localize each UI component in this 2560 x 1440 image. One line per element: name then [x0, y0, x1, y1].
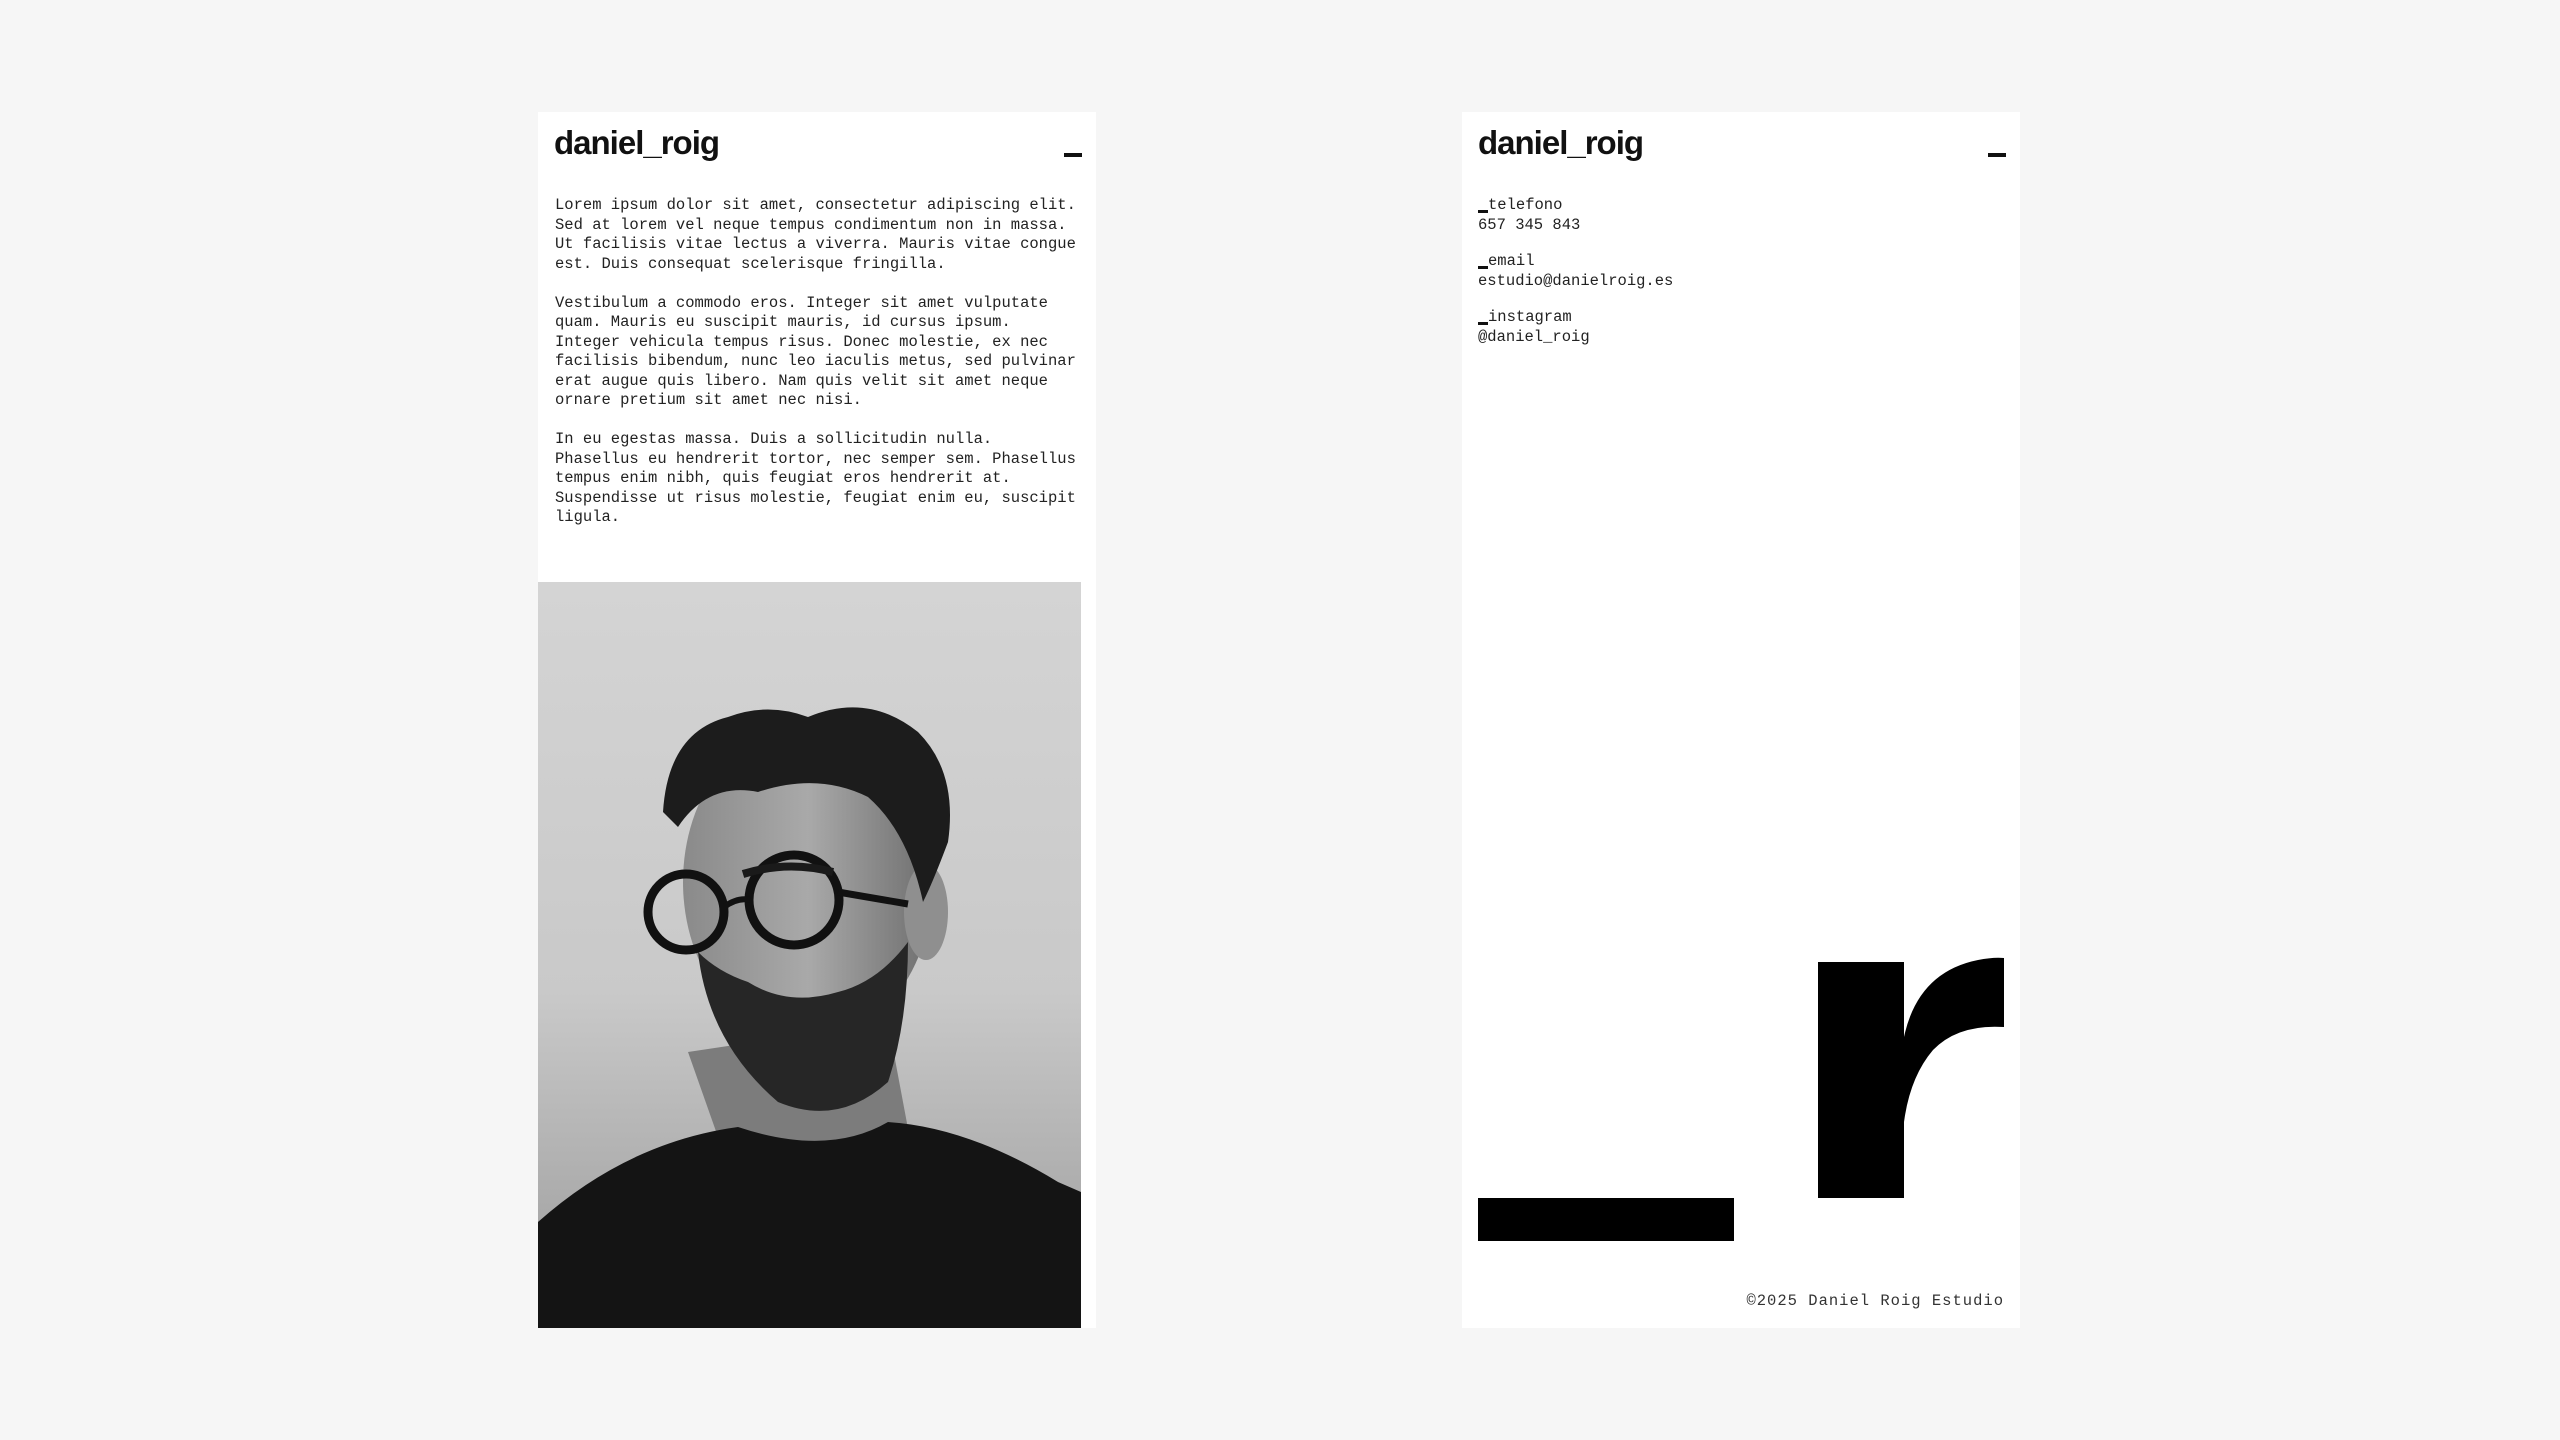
instagram-link[interactable]: @daniel_roig — [1478, 327, 1590, 346]
underscore-icon — [1478, 322, 1488, 325]
contact-label-text: email — [1488, 252, 1535, 270]
bio-paragraph: In eu egestas massa. Duis a sollicitudin nulla. Phasellus eu hendrerit tortor, nec semper sem. Phasellus tempus enim nibh, quis feugiat eros hendrerit at. Suspendisse ut risus molestie, feugiat enim eu, suscipit ligula. — [555, 430, 1076, 526]
contact-item-email — [1478, 252, 1998, 291]
about-panel — [538, 112, 1096, 1328]
contact-label-text: instagram — [1488, 308, 1572, 326]
contact-item-telefono — [1478, 196, 1998, 235]
underscore-icon — [1478, 266, 1488, 269]
menu-dash-icon[interactable] — [1064, 153, 1082, 157]
copyright-text: ©2025 Daniel Roig Estudio — [1746, 1292, 2004, 1310]
bio-paragraph: Vestibulum a commodo eros. Integer sit amet vulputate quam. Mauris eu suscipit mauris, id cursus ipsum. Integer vehicula tempus risus. Donec molestie, ex nec facilisis bibendum, nunc leo iaculis metus, sed pulvinar erat augue quis libero. Nam quis velit sit amet neque ornare pretium sit amet nec nisi. — [555, 293, 1076, 409]
email-link[interactable]: estudio@danielroig.es — [1478, 271, 1674, 290]
underscore-icon — [1478, 210, 1488, 213]
bio-paragraph: Lorem ipsum dolor sit amet, consectetur adipiscing elit. Sed at lorem vel neque tempus condimentum non in massa. Ut facilisis vitae lectus a viverra. Mauris vitae congue est. Duis consequat scelerisque fringilla. — [555, 196, 1076, 273]
contact-label-text: telefono — [1488, 196, 1563, 214]
contact-label — [1478, 252, 1998, 272]
contact-list — [1478, 196, 1998, 364]
logo[interactable]: daniel_roig — [1478, 124, 1644, 161]
contact-label — [1478, 196, 1998, 216]
portrait-photo — [538, 582, 1081, 1328]
contact-label — [1478, 308, 1998, 328]
menu-dash-icon[interactable] — [1988, 153, 2006, 157]
contact-panel — [1462, 112, 2020, 1328]
bio-text — [555, 196, 1081, 547]
contact-item-instagram — [1478, 308, 1998, 347]
logo[interactable]: daniel_roig — [554, 124, 720, 161]
underscore-r-monogram — [1478, 932, 2004, 1284]
phone-link[interactable]: 657 345 843 — [1478, 215, 1581, 234]
